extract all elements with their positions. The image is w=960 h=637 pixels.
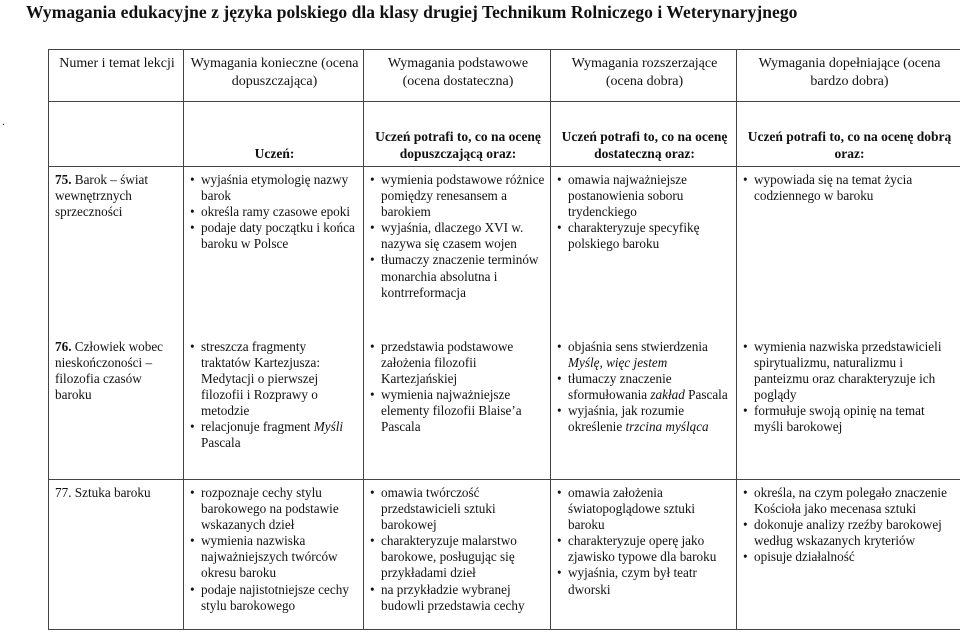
list-item: • dokonuje analizy rzeźby barokowej według wskazanych kryteriów xyxy=(743,517,956,549)
stray-mark: . xyxy=(2,114,5,128)
list-item: • przedstawia podstawowe założenia filozofii Kartezjańskiej xyxy=(370,339,546,387)
list-item: • omawia najważniejsze postanowienia soboru trydenckiego xyxy=(557,172,732,220)
list-item: • rozpoznaje cechy stylu barokowego na podstawie wskazanych dzieł xyxy=(190,485,359,533)
work-title: Myśli xyxy=(313,418,344,434)
extended-cell xyxy=(551,167,737,339)
item-text: tłumaczy znaczenie sformułowania xyxy=(568,370,672,402)
lesson-number: 77. xyxy=(55,485,72,500)
subheader-supplementary: Uczeń potrafi to, co na ocenę dobrą oraz: xyxy=(737,102,960,167)
extended-cell xyxy=(551,480,737,630)
lesson-cell xyxy=(49,339,184,480)
subheader-required: Uczeń: xyxy=(184,102,364,167)
list-item: • wypowiada się na temat życia codziennego w baroku xyxy=(743,172,956,204)
list-item: • opisuje działalność xyxy=(743,549,956,565)
subheader-row xyxy=(49,102,960,167)
header-lesson: Numer i temat lekcji xyxy=(49,50,184,102)
required-cell xyxy=(184,339,364,480)
table-row xyxy=(49,167,960,339)
extended-cell xyxy=(551,339,737,480)
item-text: relacjonuje fragment xyxy=(201,418,311,434)
list-item: • wyjaśnia, czym był teatr dworski xyxy=(557,565,732,597)
list-item: • wymienia najważniejsze elementy filozofii Blaise’a Pascala xyxy=(370,387,546,435)
list-item: • formułuje swoją opinię na temat myśli barokowej xyxy=(743,403,956,435)
list-item: • wyjaśnia etymologię nazwy barok xyxy=(190,172,359,204)
lesson-topic: Sztuka baroku xyxy=(74,485,151,500)
required-cell xyxy=(184,480,364,630)
item-text: wyjaśnia, jak rozumie określenie xyxy=(568,402,685,434)
lesson-topic: Barok – świat wewnętrznych sprzeczności xyxy=(55,172,149,220)
list-item: • omawia twórczość przedstawicieli sztuki barokowej xyxy=(370,485,546,533)
item-text: Pascala xyxy=(688,386,728,402)
basic-cell xyxy=(364,480,551,630)
header-extended: Wymagania rozszerzające (ocena dobra) xyxy=(551,50,737,102)
requirements-table xyxy=(48,49,960,630)
list-item: • określa ramy czasowe epoki xyxy=(190,204,359,220)
list-item: • podaje najistotniejsze cechy stylu barokowego xyxy=(190,582,359,614)
list-item: • charakteryzuje specyfikę polskiego baroku xyxy=(557,220,732,252)
quote: Myślę, więc jestem xyxy=(568,354,668,370)
list-item: • na przykładzie wybranej budowli przedstawia cechy xyxy=(370,582,546,614)
list-item xyxy=(557,371,732,403)
list-item: • określa, na czym polegało znaczenie Kościoła jako mecenasa sztuki xyxy=(743,485,956,517)
supplementary-cell xyxy=(737,480,960,630)
supplementary-cell xyxy=(737,339,960,480)
header-supplementary: Wymagania dopełniające (ocena bardzo dobra) xyxy=(737,50,960,102)
header-required: Wymagania konieczne (ocena dopuszczająca) xyxy=(184,50,364,102)
supplementary-cell xyxy=(737,167,960,339)
list-item: • wymienia nazwiska przedstawicieli spirytualizmu, naturalizmu i panteizmu oraz charakteryzuje ich poglądy xyxy=(743,339,956,403)
lesson-number: 76. xyxy=(55,338,72,354)
list-item: • wyjaśnia, dlaczego XVI w. nazywa się czasem wojen xyxy=(370,220,546,252)
lesson-topic: Człowiek wobec nieskończoności – filozofia czasów baroku xyxy=(55,338,164,402)
list-item: • charakteryzuje malarstwo barokowe, posługując się przykładami dzieł xyxy=(370,533,546,581)
basic-cell xyxy=(364,339,551,480)
list-item: • wymienia nazwiska najważniejszych twórców okresu baroku xyxy=(190,533,359,581)
list-item: • omawia założenia światopoglądowe sztuki baroku xyxy=(557,485,732,533)
subheader-basic: Uczeń potrafi to, co na ocenę dopuszczającą oraz: xyxy=(364,102,551,167)
item-text: objaśnia sens stwierdzenia xyxy=(568,338,708,354)
header-basic: Wymagania podstawowe (ocena dostateczna) xyxy=(364,50,551,102)
list-item xyxy=(557,339,732,371)
lesson-cell xyxy=(49,167,184,339)
document-title: Wymagania edukacyjne z języka polskiego dla klasy drugiej Technikum Rolniczego i Weterynaryjnego xyxy=(26,2,798,22)
quote: trzcina myśląca xyxy=(625,418,709,434)
required-cell xyxy=(184,167,364,339)
lesson-number: 75. xyxy=(55,172,72,187)
list-item: • streszcza fragmenty traktatów Kartezjusza: Medytacji o pierwszej filozofii i Rozprawy o metodzie xyxy=(190,339,359,419)
subheader-extended: Uczeń potrafi to, co na ocenę dostateczną oraz: xyxy=(551,102,737,167)
table-row xyxy=(49,339,960,480)
lesson-cell xyxy=(49,480,184,630)
quote: zakład xyxy=(650,386,685,402)
list-item: • podaje daty początku i końca baroku w Polsce xyxy=(190,220,359,252)
list-item: • tłumaczy znaczenie terminów monarchia absolutna i kontrreformacja xyxy=(370,252,546,300)
subheader-lesson xyxy=(49,102,184,167)
list-item: • wymienia podstawowe różnice pomiędzy renesansem a barokiem xyxy=(370,172,546,220)
list-item xyxy=(557,403,732,435)
list-item: • charakteryzuje operę jako zjawisko typowe dla baroku xyxy=(557,533,732,565)
header-row xyxy=(49,50,960,102)
basic-cell xyxy=(364,167,551,339)
item-text: Pascala xyxy=(201,435,241,451)
list-item xyxy=(190,419,359,451)
table-row xyxy=(49,480,960,630)
